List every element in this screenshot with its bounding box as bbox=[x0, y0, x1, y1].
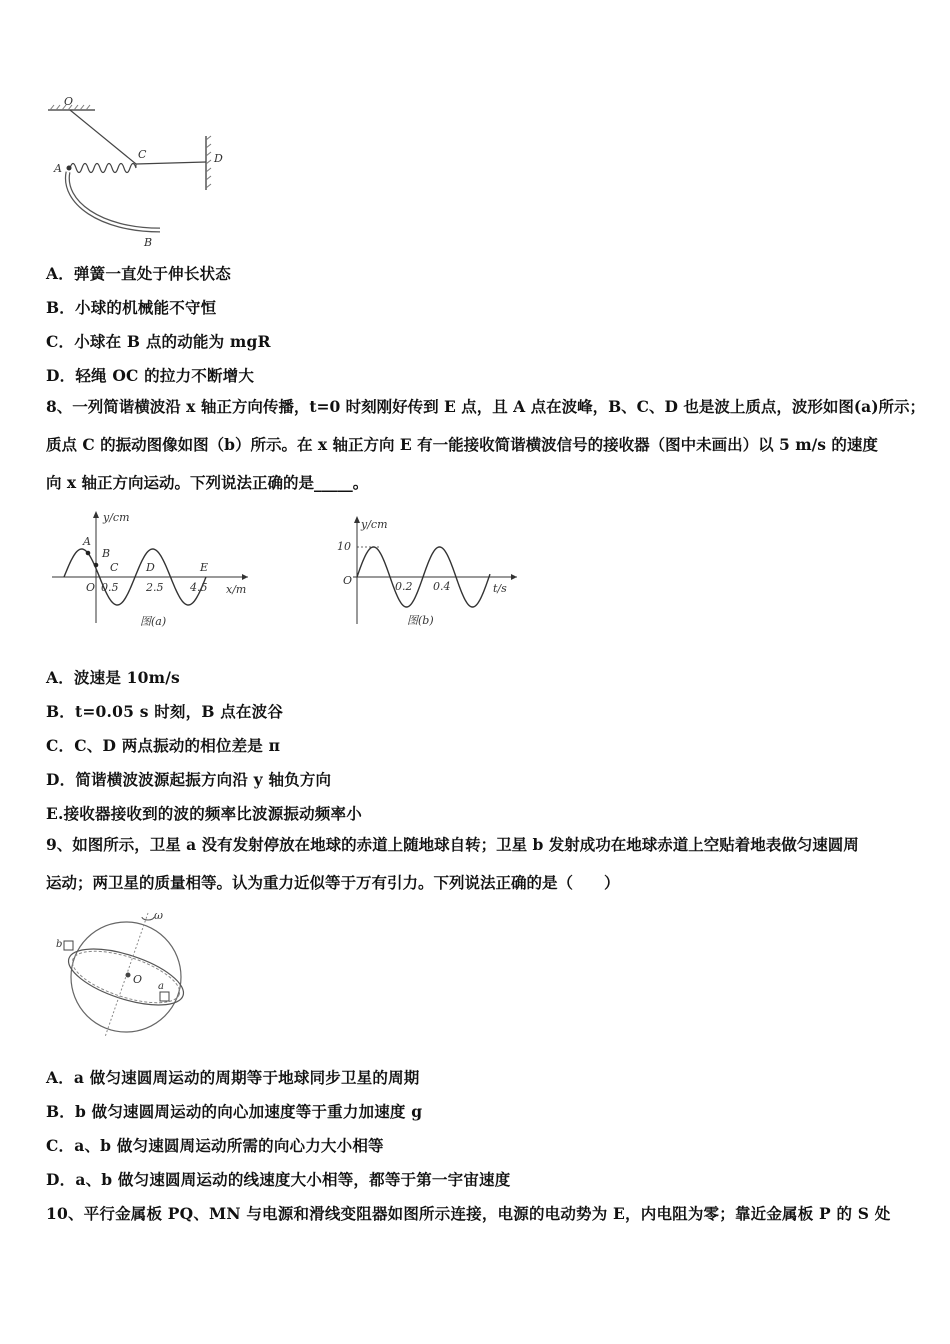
q8-option-c: C．C、D 两点振动的相位差是 π bbox=[46, 736, 281, 755]
vibration-figure-b bbox=[335, 512, 525, 637]
fig-a-tick-0: 0.5 bbox=[101, 581, 119, 594]
fig-a-point-d: D bbox=[146, 561, 155, 574]
fig-b-amplitude: 10 bbox=[337, 540, 351, 553]
fig9-satellite-a: a bbox=[158, 981, 164, 992]
fig9-origin: O bbox=[133, 973, 143, 986]
fig-a-origin: O bbox=[86, 581, 96, 594]
fig-a-point-e: E bbox=[200, 561, 209, 574]
fig9-omega: ω bbox=[154, 909, 163, 922]
fig-a-point-b: B bbox=[102, 547, 111, 560]
q8-stem bbox=[46, 388, 926, 502]
wave-figure-a bbox=[48, 505, 258, 635]
fig-a-point-c: C bbox=[110, 561, 119, 574]
q9-option-b: B．b 做匀速圆周运动的向心加速度等于重力加速度 g bbox=[46, 1102, 423, 1121]
q8-option-b: B．t=0.05 s 时刻，B 点在波谷 bbox=[46, 702, 284, 721]
q8-option-a: A．波速是 10m/s bbox=[46, 668, 180, 687]
label-b: B bbox=[144, 236, 153, 249]
fig-b-origin: O bbox=[343, 574, 353, 587]
q7-option-b: B．小球的机械能不守恒 bbox=[46, 298, 217, 317]
fig9-satellite-b: b bbox=[56, 939, 63, 950]
label-c: C bbox=[138, 148, 147, 161]
q7-option-a: A．弹簧一直处于伸长状态 bbox=[46, 264, 231, 283]
q8-stem-line-3: 向 x 轴正方向运动。下列说法正确的是_____。 bbox=[46, 473, 369, 492]
q9-stem bbox=[46, 826, 908, 902]
spring-rope-figure bbox=[40, 92, 240, 252]
q8-option-d: D．简谐横波波源起振方向沿 y 轴负方向 bbox=[46, 770, 332, 789]
q7-option-d: D．轻绳 OC 的拉力不断增大 bbox=[46, 366, 255, 385]
fig-a-tick-1: 2.5 bbox=[146, 581, 164, 594]
label-a: A bbox=[54, 162, 62, 175]
q9-option-c: C．a、b 做匀速圆周运动所需的向心力大小相等 bbox=[46, 1136, 384, 1155]
fig-a-caption: 图(a) bbox=[140, 615, 167, 628]
earth-satellite-figure bbox=[50, 905, 200, 1040]
q9-option-d: D．a、b 做匀速圆周运动的线速度大小相等，都等于第一宇宙速度 bbox=[46, 1170, 511, 1189]
fig-b-tick-1: 0.4 bbox=[433, 580, 451, 593]
fig-b-ylabel: y/cm bbox=[361, 518, 388, 531]
q9-stem-line-1: 9、如图所示，卫星 a 没有发射停放在地球的赤道上随地球自转；卫星 b 发射成功在地球赤道上空贴着地表做匀速圆周 bbox=[46, 835, 859, 854]
fig-b-xlabel: t/s bbox=[493, 582, 507, 595]
fig-a-point-a: A bbox=[83, 535, 91, 548]
q7-option-c: C．小球在 B 点的动能为 mgR bbox=[46, 332, 271, 351]
q8-stem-line-2: 质点 C 的振动图像如图（b）所示。在 x 轴正方向 E 有一能接收简谐横波信号的接收器（图中未画出）以 5 m/s 的速度 bbox=[46, 435, 878, 454]
q9-stem-line-2: 运动；两卫星的质量相等。认为重力近似等于万有引力。下列说法正确的是（ ） bbox=[46, 873, 620, 892]
q10-stem: 10、平行金属板 PQ、MN 与电源和滑线变阻器如图所示连接，电源的电动势为 E，内电阻为零；靠近金属板 P 的 S 处 bbox=[46, 1204, 891, 1223]
fig-b-tick-0: 0.2 bbox=[395, 580, 413, 593]
q8-option-e: E.接收器接收到的波的频率比波源振动频率小 bbox=[46, 804, 362, 823]
fig-b-caption: 图(b) bbox=[407, 614, 434, 627]
label-d: D bbox=[214, 152, 223, 165]
fig-a-tick-2: 4.5 bbox=[190, 581, 208, 594]
fig-a-ylabel: y/cm bbox=[103, 511, 130, 524]
label-o: O bbox=[64, 95, 74, 108]
q9-option-a: A．a 做匀速圆周运动的周期等于地球同步卫星的周期 bbox=[46, 1068, 420, 1087]
q8-stem-line-1: 8、一列简谐横波沿 x 轴正方向传播，t=0 时刻刚好传到 E 点，且 A 点在波峰，B、C、D 也是波上质点，波形如图(a)所示； bbox=[46, 397, 926, 416]
fig-a-xlabel: x/m bbox=[226, 583, 247, 596]
